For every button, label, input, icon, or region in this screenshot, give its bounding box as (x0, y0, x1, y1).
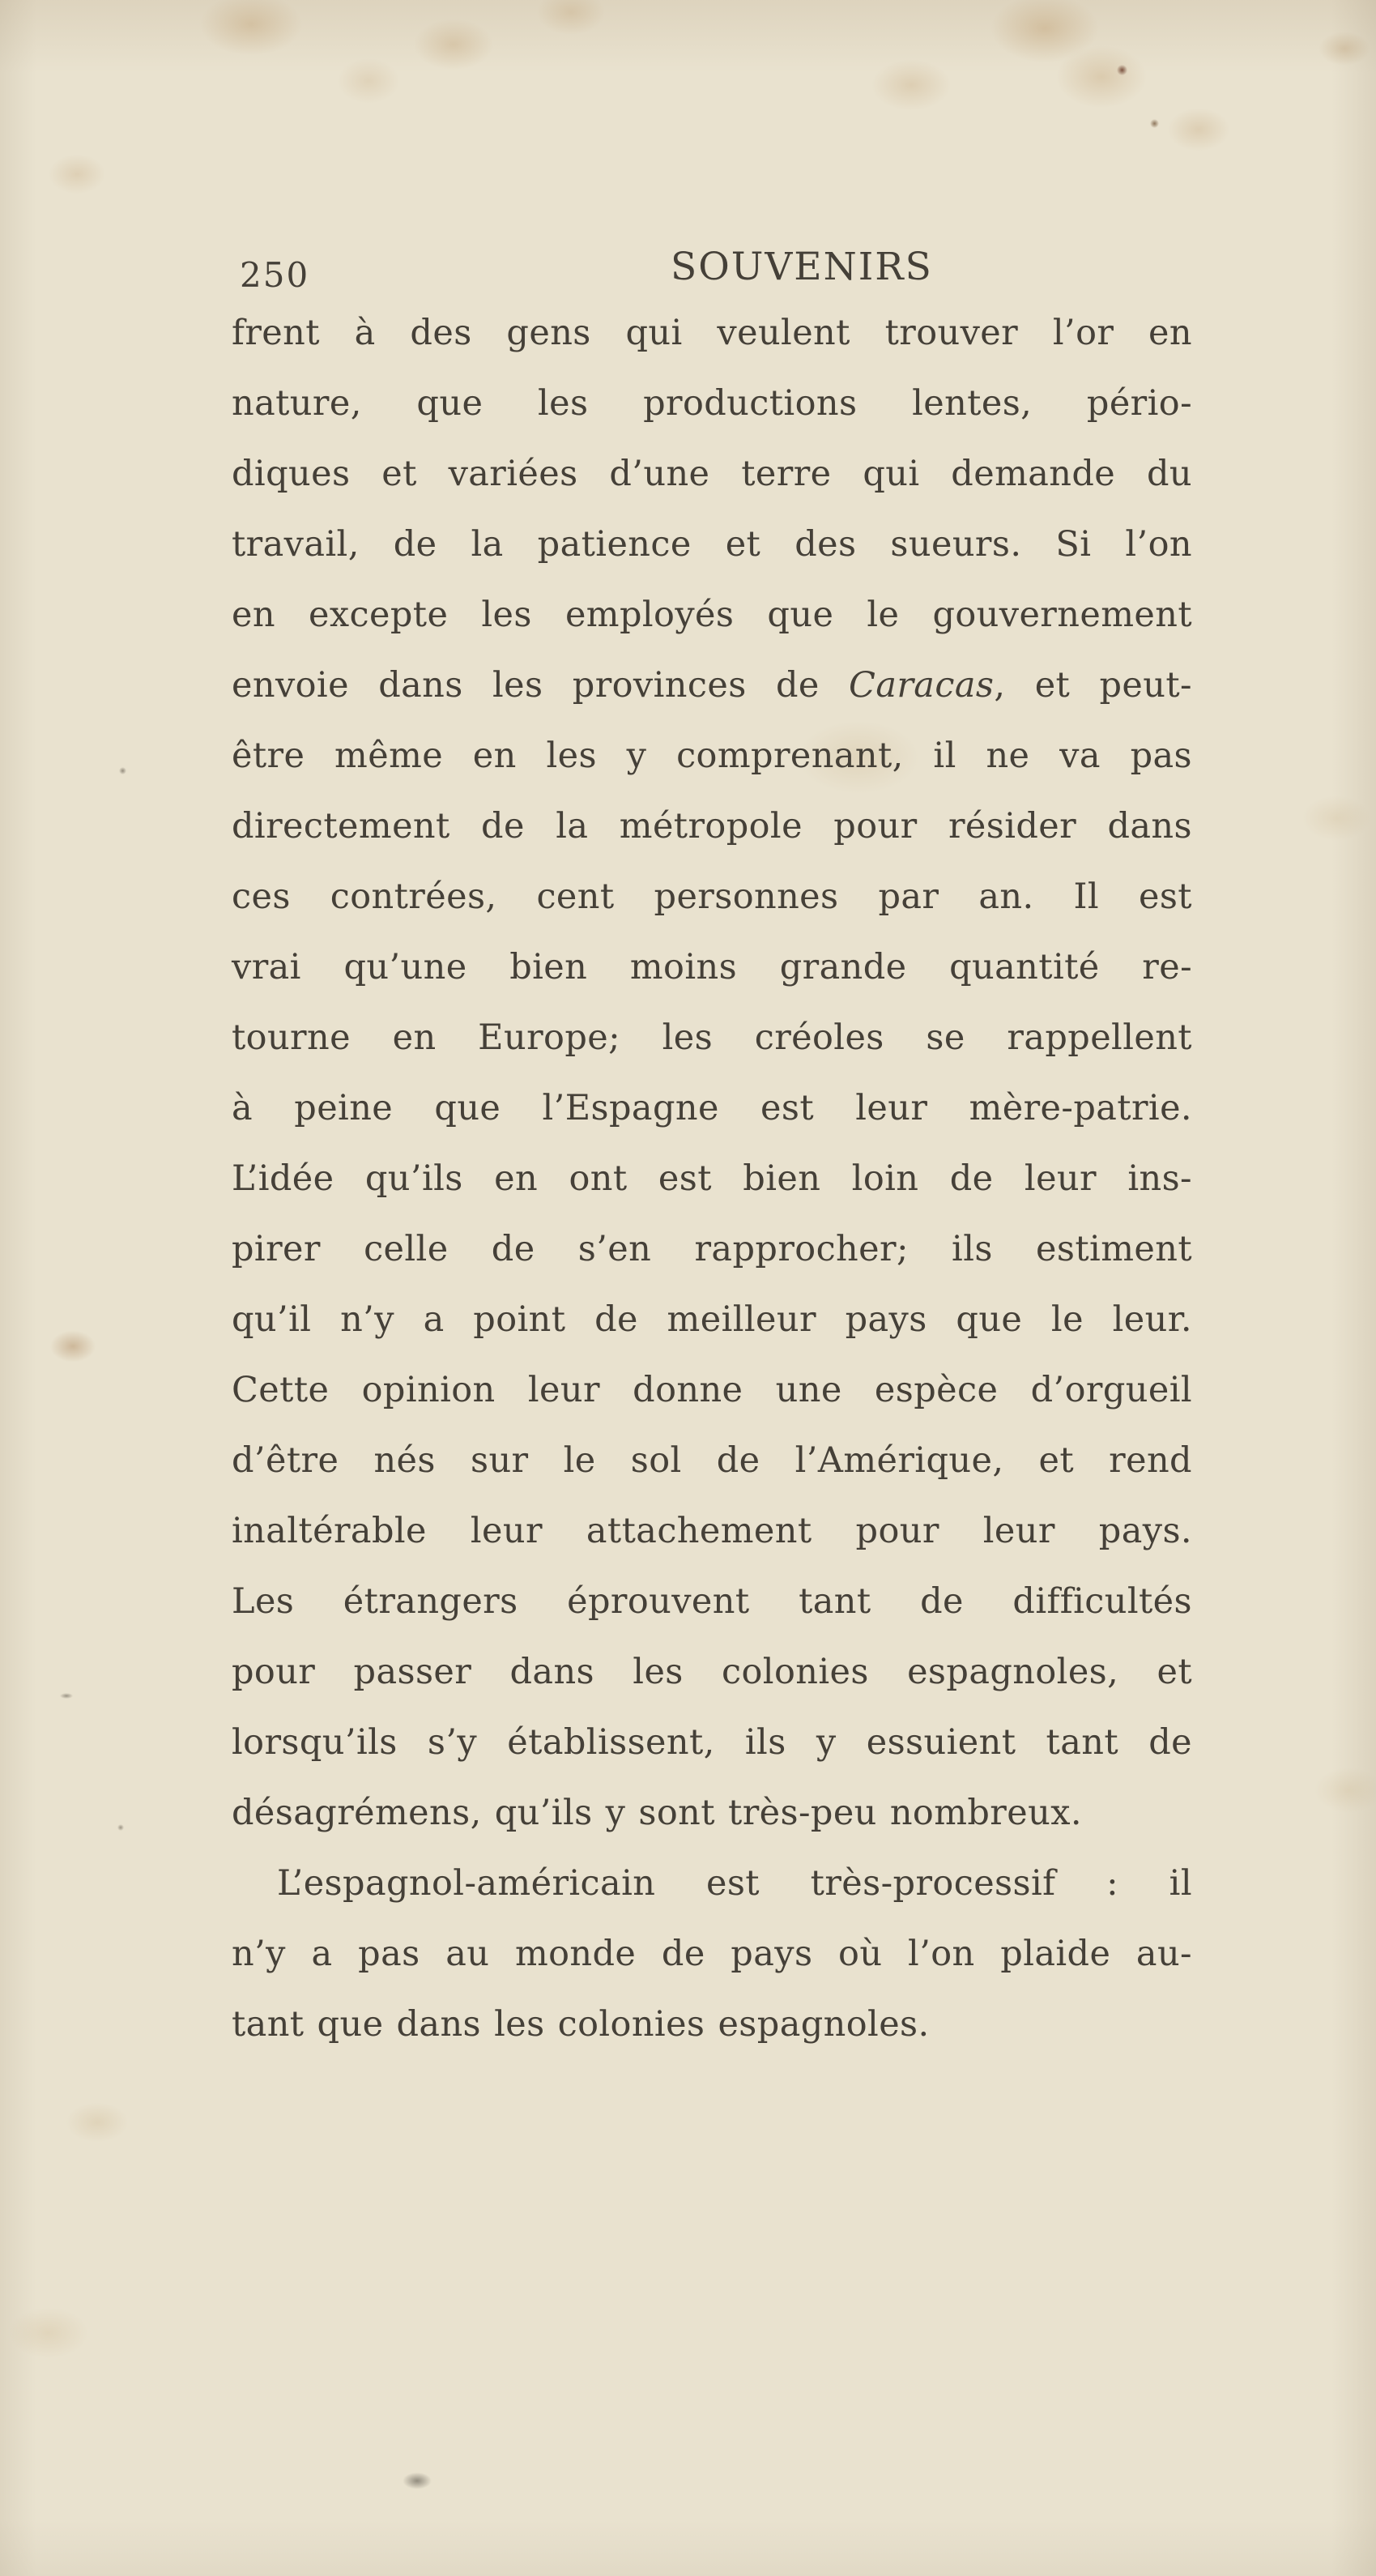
text-line: Les étrangers éprouvent tant de difficultés (232, 1581, 1192, 1622)
text-line: lorsqu’ils s’y établissent, ils y essuient tant de (232, 1722, 1192, 1763)
text-line: en excepte les employés que le gouvernement (232, 595, 1192, 635)
text-line: diques et variées d’une terre qui demande du (232, 454, 1192, 494)
text-line: nature, que les productions lentes, pério- (232, 383, 1192, 424)
text-segment: envoie dans les provinces de (232, 665, 850, 706)
foxing-speck (1117, 65, 1127, 75)
text-line: L’idée qu’ils en ont est bien loin de leur ins- (232, 1158, 1192, 1199)
ink-speck (60, 1693, 73, 1699)
text-line: d’être nés sur le sol de l’Amérique, et rend (232, 1440, 1192, 1481)
ink-speck (117, 1824, 124, 1831)
text-line: n’y a pas au monde de pays où l’on plaide au- (232, 1934, 1192, 1974)
text-line-paragraph-start: L’espagnol-américain est très-processif : il (277, 1863, 1192, 1904)
text-line: inaltérable leur attachement pour leur pays. (232, 1511, 1192, 1551)
text-segment-italic: Caracas (849, 665, 995, 706)
foxing-speck (1150, 119, 1159, 128)
text-line: directement de la métropole pour résider dans (232, 806, 1192, 847)
text-line: pirer celle de s’en rapprocher; ils estiment (232, 1229, 1192, 1269)
text-line-paragraph-end: tant que dans les colonies espagnoles. (232, 2004, 930, 2045)
page-number: 250 (240, 255, 310, 295)
text-line: tourne en Europe; les créoles se rappellent (232, 1017, 1192, 1058)
text-line: pour passer dans les colonies espagnoles, et (232, 1652, 1192, 1692)
text-line: qu’il n’y a point de meilleur pays que le leur. (232, 1299, 1192, 1340)
text-line: Cette opinion leur donne une espèce d’orgueil (232, 1370, 1192, 1410)
text-line: à peine que l’Espagne est leur mère-patrie. (232, 1088, 1192, 1128)
text-line: vrai qu’une bien moins grande quantité re- (232, 947, 1192, 987)
running-title: SOUVENIRS (671, 245, 933, 289)
text-line: travail, de la patience et des sueurs. Si l’on (232, 524, 1192, 565)
text-line: frent à des gens qui veulent trouver l’or en (232, 313, 1192, 353)
text-line: être même en les y comprenant, il ne va pas (232, 736, 1192, 776)
text-line: ces contrées, cent personnes par an. Il est (232, 876, 1192, 917)
ink-smudge (403, 2472, 432, 2489)
text-segment: , et peut- (994, 665, 1192, 706)
ink-speck (119, 767, 126, 774)
body-text (232, 298, 1192, 2060)
text-line: désagrémens, qu’ils y sont très-peu nombreux. (232, 1793, 1082, 1833)
text-line (232, 650, 1192, 721)
